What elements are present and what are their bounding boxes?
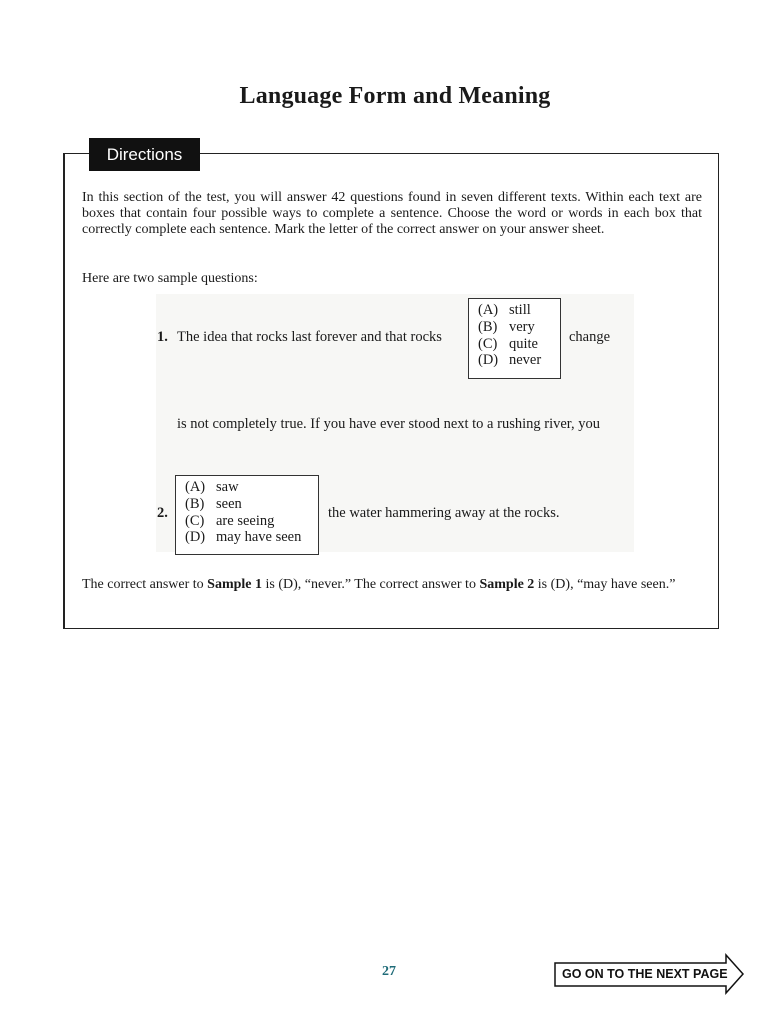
directions-text: In this section of the test, you will answer 42 questions found in seven different texts. Within each text are boxes that contain four possible ways to complete a sentence. Choose the word or words in each box that correctly complete each sentence. Mark the letter of the correct answer on your answer sheet. <box>82 190 702 237</box>
sample-1-option-a[interactable]: (A) still <box>478 302 531 318</box>
sample-1-option-b[interactable]: (B) very <box>478 318 535 335</box>
sample-1-ref: Sample 1 <box>207 577 263 592</box>
sample-continuation-text: is not completely true. If you have ever stood next to a rushing river, you <box>177 416 601 432</box>
page-title: Language Form and Meaning <box>239 83 551 109</box>
answer-explanation: The correct answer to Sample 1 is (D), “never.” The correct answer to Sample 2 is (D), “may have seen.” <box>82 577 676 592</box>
sample-2-option-a[interactable]: (A) saw <box>185 479 239 495</box>
next-page-label: GO ON TO THE NEXT PAGE <box>562 967 728 981</box>
samples-lead: Here are two sample questions: <box>82 271 258 286</box>
sample-2-option-c[interactable]: (C) are seeing <box>185 512 275 529</box>
sample-1-text-after: change <box>569 329 611 345</box>
sample-1-option-d[interactable]: (D) never <box>478 352 542 369</box>
sample-2-ref: Sample 2 <box>479 577 535 592</box>
go-to-next-page-button[interactable] <box>553 953 745 995</box>
sample-1-number: 1. <box>157 329 168 345</box>
sample-2-text-after: the water hammering away at the rocks. <box>328 505 560 521</box>
sample-2-options-box <box>175 475 319 555</box>
sample-2-option-d[interactable]: (D) may have seen <box>185 529 302 546</box>
sample-1-text-before: The idea that rocks last forever and that rocks <box>177 329 442 345</box>
sample-1-option-c[interactable]: (C) quite <box>478 335 538 352</box>
page-number: 27 <box>382 964 396 979</box>
sample-2-option-b[interactable]: (B) seen <box>185 495 242 512</box>
directions-tab: Directions <box>89 138 200 171</box>
sample-2-number: 2. <box>157 505 168 521</box>
sample-1-options-box <box>468 298 561 379</box>
